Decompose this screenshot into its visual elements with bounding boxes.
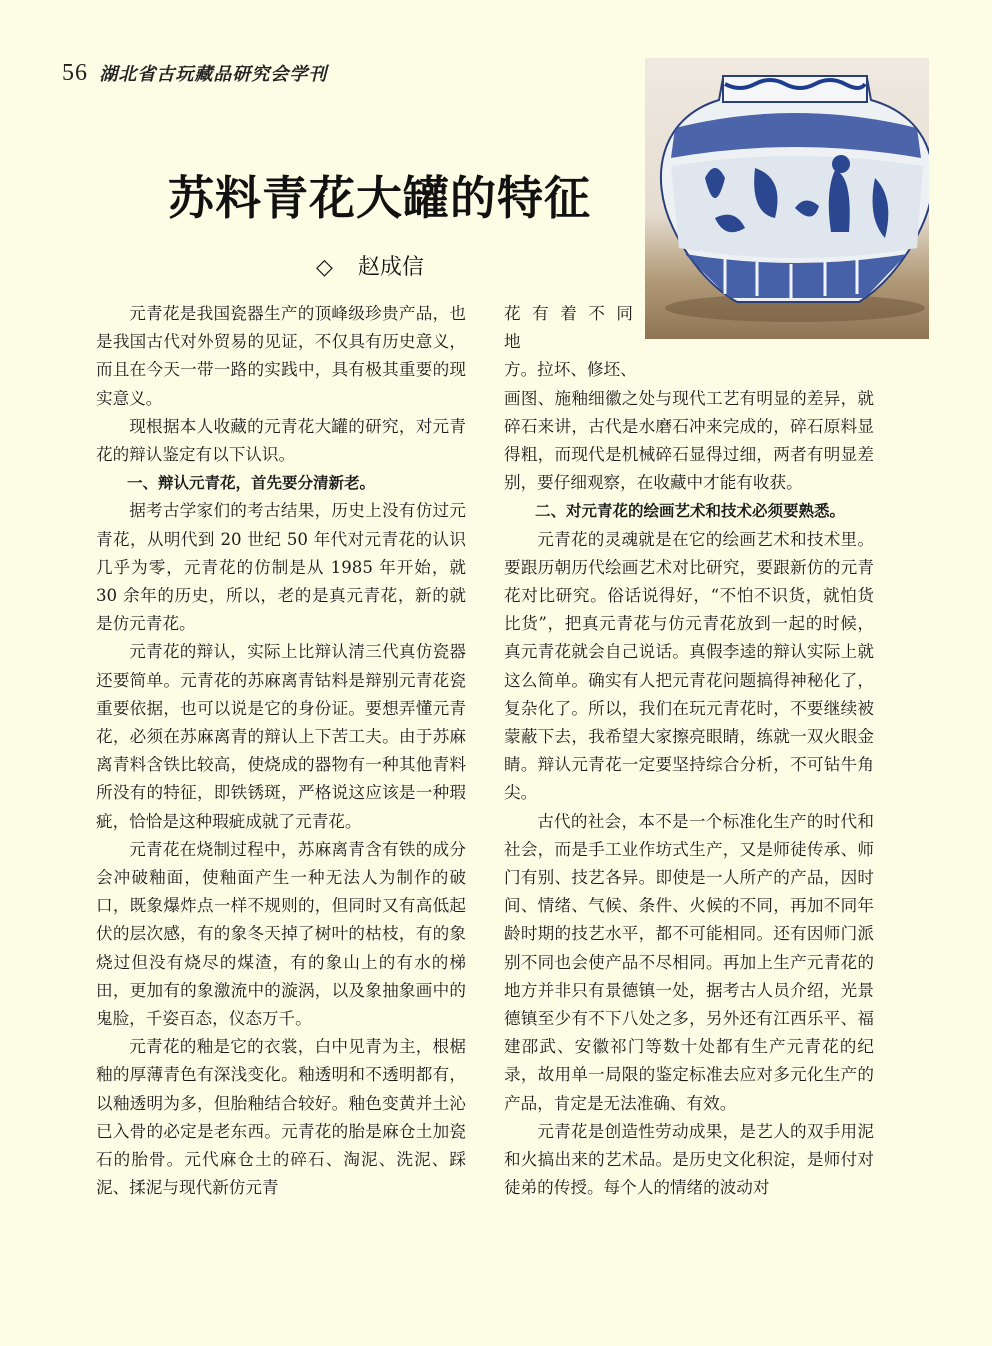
paragraph: 画图、施釉细徽之处与现代工艺有明显的差异，就碎石来讲，古代是水磨石冲来完成的，碎石原料显得粗，而现代是机械碎石显得过细，两者有明显差别，要仔细观察，在收藏中才能有收获。 bbox=[504, 388, 874, 493]
paragraph-line: 花有着不同地 bbox=[504, 304, 639, 352]
paragraph: 元青花是我国瓷器生产的顶峰级珍贵产品，也是我国古代对外贸易的见证，不仅具有历史意义，而且在今天一带一路的实践中，具有极其重要的现实意义。 bbox=[96, 304, 466, 408]
paragraph: 据考古学家们的考古结果，历史上没有仿过元青花，从明代到 20 世纪 50 年代对元青花的认识几乎为零，元青花的仿制是从 1985 年开始，就 30 余年的历史，所以，老的是真元青花，新的就是仿元青花。 bbox=[96, 501, 466, 634]
author-line bbox=[316, 250, 424, 281]
paragraph: 现根据本人收藏的元青花大罐的研究，对元青花的辩认鉴定有以下认识。 bbox=[96, 416, 466, 465]
article-title: 苏料青花大罐的特征 bbox=[168, 171, 591, 225]
paragraph: 元青花是创造性劳动成果，是艺人的双手用泥和火搞出来的艺术品。是历史文化积淀，是师付对徒弟的传授。每个人的情绪的波动对 bbox=[504, 1121, 874, 1198]
author-name: 赵成信 bbox=[357, 255, 424, 280]
running-header bbox=[62, 60, 327, 87]
paragraph: 古代的社会，本不是一个标准化生产的时代和社会，而是手工业作坊式生产，又是师徒传承、师门有别、技艺各异。即使是一人所产的产品，因时间、情绪、气候、条件、火候的不同，再加不同年龄时期的技艺水平，都不可能相同。还有因师门派别不同也会使产品不尽相同。再加上生产元青花的地方并非只有景德镇一处，据考古人员介绍，光景德镇至少有不下八处之多，另外还有江西乐平、福建邵武、安徽祁门等数十处都有生产元青花的纪录，故用单一局限的鉴定标准去应对多元化生产的产品，肯定是无法准确、有效。 bbox=[504, 811, 874, 1113]
left-column bbox=[96, 300, 466, 1203]
journal-name: 湖北省古玩藏品研究会学刊 bbox=[99, 64, 328, 85]
blue-white-jar-photo bbox=[645, 58, 929, 339]
section-heading: 一、辩认元青花，首先要分清新老。 bbox=[127, 474, 376, 493]
jar-illustration bbox=[645, 58, 929, 339]
paragraph: 元青花的灵魂就是在它的绘画艺术和技术里。要跟历朝历代绘画艺术对比研究，要跟新仿的元青花对比研究。俗话说得好，“不怕不识货，就怕货比货”，把真元青花与仿元青花放到一起的时候，真元青花就会自己说话。真假李逵的辩认实际上就这么简单。确实有人把元青花问题搞得神秘化了，复杂化了。所以，我们在玩元青花时，不要继续被蒙蔽下去，我希望大家擦亮眼睛，练就一双火眼金睛。辩认元青花一定要坚持综合分析，不可钻牛角尖。 bbox=[504, 529, 874, 803]
paragraph: 元青花的釉是它的衣裳，白中见青为主，根椐釉的厚薄青色有深浅变化。釉透明和不透明都有，以釉透明为多，但胎釉结合较好。釉色变黄并土沁已入骨的必定是老东西。元青花的胎是麻仓土加瓷石的胎骨。元代麻仓土的碎石、淘泥、洗泥、踩泥、揉泥与现代新仿元青 bbox=[96, 1037, 466, 1198]
right-column bbox=[504, 300, 874, 1203]
paragraph-line: 方。拉坏、修坯、 bbox=[504, 360, 637, 380]
page-number: 56 bbox=[62, 60, 88, 86]
diamond-icon: ◇ bbox=[316, 255, 333, 280]
paragraph: 元青花的辩认，实际上比辩认清三代真仿瓷器还要简单。元青花的苏麻离青钴料是辩别元青花瓷重要依据，也可以说是它的身份证。要想弄懂元青花，必须在苏麻离青的辩认上下苦工夫。由于苏麻离青料含铁比较高，使烧成的器物有一种其他青料所没有的特征，即铁锈斑，严格说这应该是一种瑕疵，恰恰是这种瑕疵成就了元青花。 bbox=[96, 642, 466, 831]
section-heading: 二、对元青花的绘画艺术和技术必须要熟悉。 bbox=[535, 502, 846, 521]
paragraph: 元青花在烧制过程中，苏麻离青含有铁的成分会冲破釉面，使釉面产生一种无法人为制作的破口，既象爆炸点一样不规则的，但同时又有高低起伏的层次感，有的象冬天掉了树叶的枯枝，有的象烧过但没有烧尽的煤渣，有的象山上的有水的梯田，更加有的象激流中的漩涡，以及象抽象画中的鬼脸，千姿百态，仪态万千。 bbox=[96, 839, 466, 1029]
